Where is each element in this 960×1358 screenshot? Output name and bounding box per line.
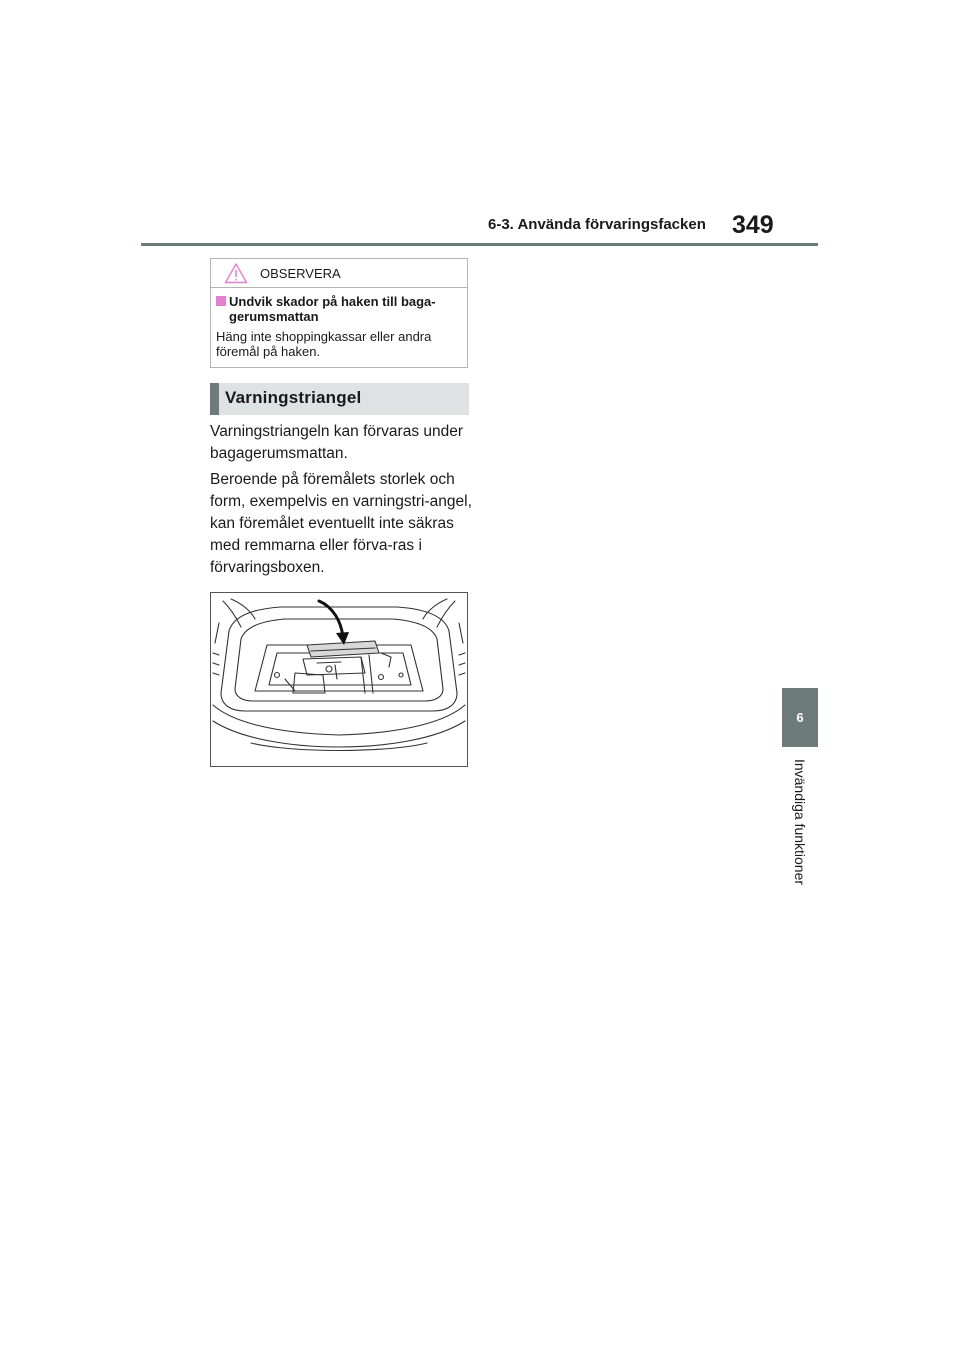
caution-box	[210, 258, 468, 368]
chapter-number: 6	[796, 710, 804, 725]
caution-heading	[216, 294, 461, 324]
page-number: 349	[732, 211, 774, 239]
section-heading-text: Varningstriangel	[225, 388, 362, 407]
trunk-drawing	[211, 593, 467, 766]
warning-triangle-icon	[224, 262, 248, 284]
chapter-side-label: Invändiga funktioner	[792, 758, 808, 886]
body-paragraph: Beroende på föremålets storlek och form, exempelvis en varningstri-angel, kan föremålet eventuellt inte säkras med remmarna eller förva-ras i förvaringsboxen.	[210, 471, 472, 576]
heading-accent-bar	[210, 383, 219, 415]
header-divider	[141, 243, 818, 246]
chapter-tab[interactable]	[782, 688, 818, 747]
body-paragraph: Varningstriangeln kan förvaras under bagagerumsmattan.	[210, 423, 464, 462]
caution-body: Häng inte shoppingkassar eller andra föremål på haken.	[216, 329, 432, 359]
section-heading	[210, 383, 469, 415]
caution-heading-text: Undvik skador på haken till baga-gerumsmattan	[229, 294, 436, 324]
section-title: 6-3. Använda förvaringsfacken	[488, 216, 706, 233]
bullet-square-icon	[216, 296, 226, 306]
caution-title: OBSERVERA	[260, 266, 341, 281]
trunk-illustration	[210, 592, 468, 767]
caution-header	[211, 259, 467, 288]
